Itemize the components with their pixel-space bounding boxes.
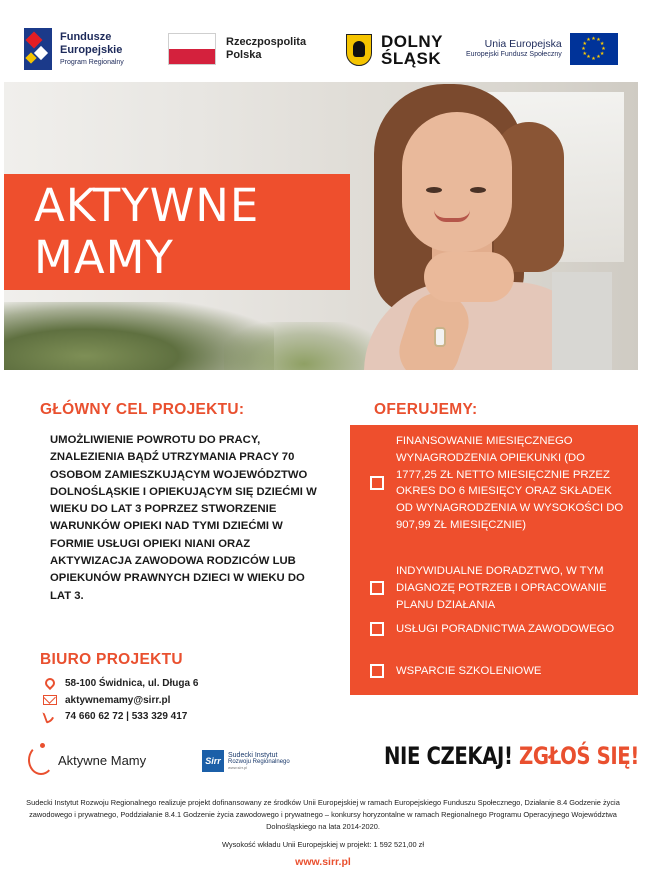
ds-line2: ŚLĄSK [381,49,442,68]
swoosh-icon [28,745,54,775]
polish-flag-icon [168,33,216,65]
fe-line2: Europejskie [60,43,123,56]
unia-europejska-logo [466,33,618,65]
hero-title-box [4,174,350,290]
eu-star-icon: ★ [586,54,591,61]
location-pin-icon [43,676,57,690]
dolny-slask-logo [346,33,443,67]
rp-line2: Polska [226,49,262,61]
hero-title-line1: AKTYWNE [34,179,260,232]
offer-item [370,563,626,613]
offer-item-text: WSPARCIE SZKOLENIOWE [396,665,542,677]
logos-bar [0,0,646,82]
office-title: BIURO PROJEKTU [40,651,183,668]
hero-title-line2: MAMY [34,231,174,284]
rp-line1: Rzeczpospolita [226,35,307,48]
email-text[interactable]: aktywnemamy@sirr.pl [65,694,171,706]
cta-orange: ZGŁOŚ SIĘ! [518,742,639,770]
eu-star-icon: ★ [591,55,596,62]
checkbox-icon [370,664,384,678]
watch-icon [434,327,446,347]
sirr-line3: www.sirr.pl [228,764,248,770]
checkbox-icon [370,581,384,595]
sirr-line2: Rozwoju Regionalnego [228,759,290,766]
contact-phone [42,709,187,723]
address-text: 58-100 Świdnica, ul. Długa 6 [65,677,199,689]
eu-star-icon: ★ [601,45,606,52]
eagle-shield-icon [346,34,372,66]
phone-text: 74 660 62 72 | 533 329 417 [65,710,188,722]
eu-star-icon: ★ [586,36,591,43]
offer-item-text: INDYWIDUALNE DORADZTWO, W TYM DIAGNOZĘ POTRZEB I OPRACOWANIE PLANU DZIAŁANIA [396,565,607,611]
goal-text: UMOŻLIWIENIE POWROTU DO PRACY, ZNALEZIENIA BĄDŹ UTRZYMANIA PRACY 70 OSOBOM ZAMIESZKUJĄCYM WOJEWÓDZTWO DOLNOŚLĄSKIE I OPIEKUJĄCYM SIĘ DZIEĆMI W WIEKU DO LAT 3 POPRZEZ STWORZENIE WARUNKÓW OPIEKI NAD TYMI DZIEĆMI W FORMIE USŁUGI OPIEKI NIANI ORAZ AKTYWIZACJA ZAWODOWA RODZICÓW LUB OPIEKUNÓW PRAWNYCH DZIECI W WIEKU DO LAT 3. [50,434,317,602]
fundusze-europejskie-icon [24,28,52,70]
envelope-icon [43,695,57,705]
eu-star-icon: ★ [591,35,596,42]
fe-line1: Fundusze [60,31,112,44]
eu-star-icon: ★ [582,40,588,47]
offer-item-text: FINANSOWANIE MIESIĘCZNEGO WYNAGRODZENIA OPIEKUNKI (DO 1777,25 ZŁ NETTO MIESIĘCZNIE PRZEZ OKRES DO 6 MIESIĘCY ORAZ SKŁADEK OD WYNAGRODZENIA W WYSOKOŚCI DO 907,99 ZŁ MIESIĘCZNIE) [396,435,624,531]
ue-line1: Unia Europejska [484,38,562,51]
ds-line1: DOLNY [381,32,443,51]
offer-item-text: USŁUGI PORADNICTWA ZAWODOWEGO [396,623,615,635]
fe-line3: Program Regionalny [60,58,124,66]
contact-address [42,676,198,690]
sirr-line1: Sudecki Instytut [228,751,278,759]
offer-item [370,433,626,534]
fundusze-europejskie-logo [24,28,124,70]
website-link[interactable]: www.sirr.pl [295,856,351,868]
aktywne-mamy-logo-text: Aktywne Mamy [58,752,147,768]
eu-star-icon: ★ [596,36,601,43]
footer-text: Sudecki Instytut Rozwoju Regionalnego realizuje projekt dofinansowany ze środków Unii Europejskiej w ramach Europejskiego Funduszu Społecznego, Działanie 8.4 Godzenie życia zawodowego i prywatnego, Poddziałanie 8.4.1 Godzenie życia zawodowego i prywatnego – konkursy horyzontalne w ramach Regionalnego Programu Operacyjnego Województwa Dolnośląskiego na lata 2014-2020. [26,798,620,831]
footer-contribution: Wysokość wkładu Unii Europejskiej w projekt: 1 592 521,00 zł [221,840,425,849]
eu-flag-icon [570,33,618,65]
offer-box [350,425,638,695]
offer-item [370,621,626,638]
aktywne-mamy-logo [28,745,146,775]
offer-title: OFERUJEMY: [374,401,478,418]
checkbox-icon [370,476,384,490]
cta-black: NIE CZEKAJ! [384,742,513,770]
sirr-logo [202,750,290,772]
eu-star-icon: ★ [599,50,605,57]
eu-star-icon: ★ [596,54,601,61]
eu-star-icon: ★ [581,45,586,52]
sirr-mark-icon: Sirr [202,750,224,772]
rzeczpospolita-polska-logo [168,33,306,65]
offer-item [370,663,626,680]
ue-line2: Europejski Fundusz Społeczny [466,51,562,59]
smiling-woman-photo [344,82,638,370]
call-to-action [384,742,639,770]
eu-star-icon: ★ [599,40,605,47]
contact-email[interactable] [42,693,170,707]
phone-icon [42,708,57,723]
checkbox-icon [370,622,384,636]
goal-title: GŁÓWNY CEL PROJEKTU: [40,401,245,418]
eu-star-icon: ★ [582,50,588,57]
